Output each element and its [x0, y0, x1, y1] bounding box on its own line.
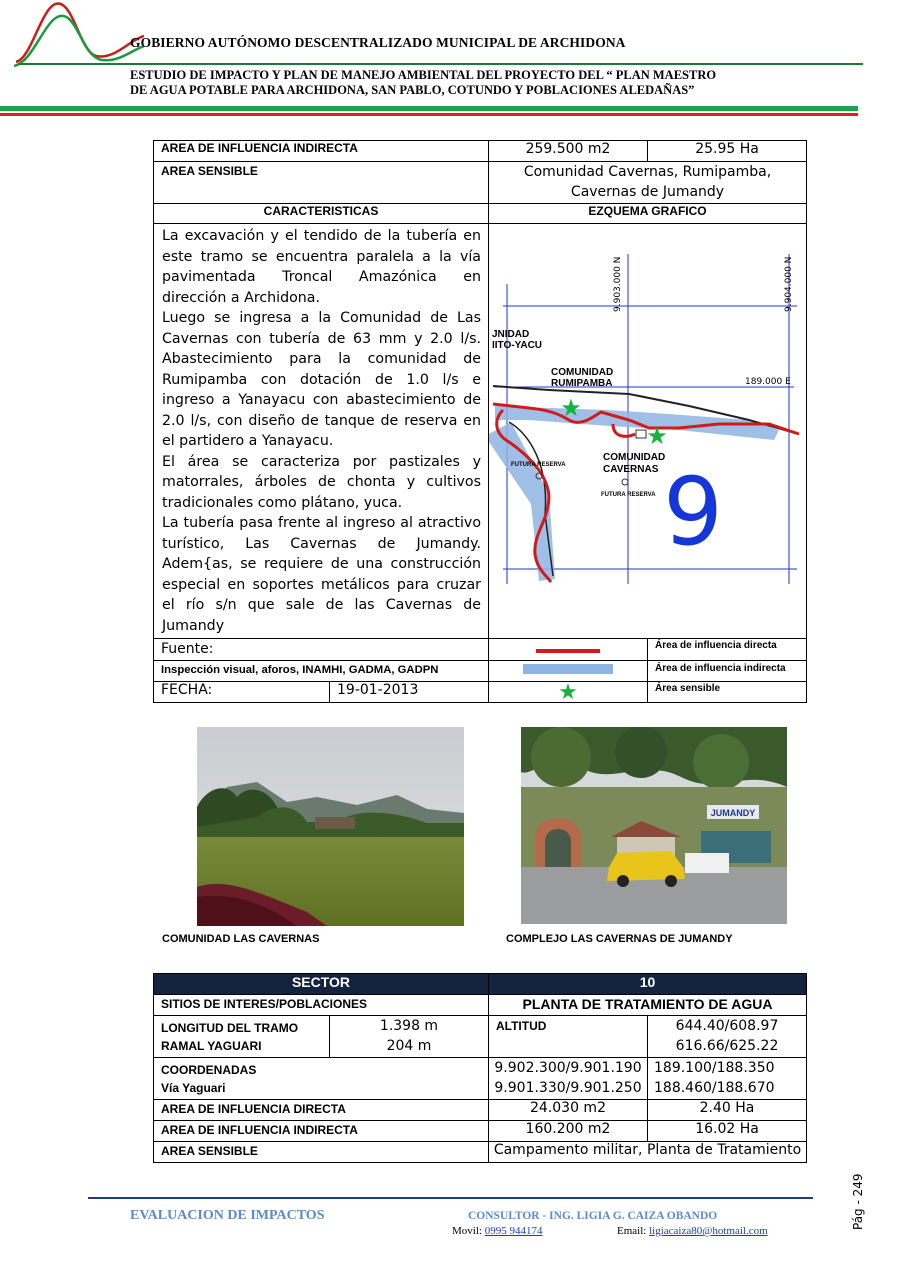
sites-value: PLANTA DE TRATAMIENTO DE AGUA	[489, 995, 807, 1016]
photo-complejo-jumandy	[521, 727, 787, 924]
sensitive-area-star: ★	[646, 423, 668, 450]
date-label: FECHA:	[154, 682, 330, 703]
coordinates-label-line1: COORDENADAS	[161, 1063, 257, 1077]
page-number: Pág - 249	[851, 1173, 865, 1230]
features-paragraph: La excavación y el tendido de la tubería en este tramo se encuentra paralela a la vía pavimentada Troncal Amazónica en dirección a Archidona.	[162, 228, 482, 306]
sensitive-area-line1: Comunidad Cavernas, Rumipamba,	[523, 164, 772, 180]
photo-image	[197, 727, 464, 926]
header-title: GOBIERNO AUTÓNOMO DESCENTRALIZADO MUNICIPAL DE ARCHIDONA	[130, 35, 626, 50]
footer-email	[617, 1225, 768, 1237]
sensitive-area-star: ★	[560, 395, 582, 422]
star-icon: ★	[558, 679, 578, 704]
north-coordinate-label: 9.904.000 N	[784, 256, 795, 312]
legend-sensitive-label: Área sensible	[648, 682, 807, 703]
community-label: COMUNIDAD	[603, 452, 666, 463]
phone-link[interactable]: 0995 944174	[484, 1225, 543, 1237]
legend-indirect-swatch	[523, 664, 613, 674]
legend-direct-swatch-cell	[489, 639, 648, 661]
coordinates-north-line2: 9.901.330/9.901.250	[494, 1080, 642, 1096]
indirect-area-m2: 160.200 m2	[489, 1121, 648, 1142]
length-value	[330, 1016, 489, 1058]
legend-sensitive-swatch-cell	[489, 679, 648, 704]
coordinates-east	[648, 1058, 807, 1100]
direct-area-m2: 24.030 m2	[489, 1100, 648, 1121]
photo-comunidad-cavernas	[197, 727, 464, 926]
municipality-logo	[14, 0, 144, 72]
coordinates-label	[154, 1058, 489, 1100]
header-subtitle	[130, 68, 810, 98]
sensitive-area-value	[489, 162, 807, 204]
caption-right: COMPLEJO LAS CAVERNAS DE JUMANDY	[506, 933, 733, 945]
footer-section-title: EVALUACION DE IMPACTOS	[130, 1208, 325, 1223]
sector-label: SECTOR	[154, 974, 489, 995]
indirect-area-m2: 259.500 m2	[489, 141, 648, 162]
altitude-label: ALTITUD	[489, 1016, 648, 1058]
direct-area-label: AREA DE INFLUENCIA DIRECTA	[154, 1100, 489, 1121]
sensitive-area-line2: Cavernas de Jumandy	[570, 184, 725, 200]
community-label: CAVERNAS	[603, 464, 659, 475]
altitude-value	[648, 1016, 807, 1058]
jumandy-sign: JUMANDY	[710, 808, 756, 818]
community-label: JNIDAD	[492, 329, 530, 340]
features-text	[154, 224, 489, 639]
legend-indirect-label: Área de influencia indirecta	[648, 661, 807, 682]
header-subtitle-line1: ESTUDIO DE IMPACTO Y PLAN DE MANEJO AMBIENTAL DEL PROYECTO DEL “ PLAN MAESTRO	[130, 68, 717, 82]
altitude-value-line2: 616.66/625.22	[675, 1038, 779, 1054]
community-label: IITO-YACU	[492, 340, 543, 351]
features-header: CARACTERISTICAS	[154, 204, 489, 224]
north-coordinate-label: 9.903.000 N	[613, 256, 624, 312]
indirect-area-ha: 25.95 Ha	[648, 141, 807, 162]
footer-divider	[88, 1197, 813, 1199]
features-paragraph: El área se caracteriza por pastizales y matorrales, árboles de chonta y cultivos tradicionales como plátano, yuca.	[162, 453, 482, 511]
coordinates-east-line2: 188.460/188.670	[654, 1080, 775, 1096]
sensitive-area-label: AREA SENSIBLE	[154, 1142, 489, 1163]
sector10-table	[153, 973, 807, 1163]
footer-phone	[452, 1225, 542, 1237]
email-link[interactable]: ligiacaiza80@hotmail.com	[649, 1225, 768, 1237]
coordinates-north	[489, 1058, 648, 1100]
sector-number-value: 10	[489, 974, 807, 995]
features-paragraph: La tubería pasa frente al ingreso al atractivo turístico, Las Cavernas de Jumandy. Adem{as, se requiere de una construcción especial en soportes metálicos para cruzar el río s/n que sale de las Cavernas de Jumandy	[162, 515, 482, 634]
indirect-area-label: AREA DE INFLUENCIA INDIRECTA	[154, 1121, 489, 1142]
length-value-line2: 204 m	[386, 1038, 432, 1054]
direct-area-ha: 2.40 Ha	[648, 1100, 807, 1121]
sector-number: 9	[663, 458, 723, 567]
sensitive-area-label: AREA SENSIBLE	[154, 162, 489, 204]
length-value-line1: 1.398 m	[379, 1018, 439, 1034]
scheme-map-cell	[489, 224, 807, 639]
legend-direct-label: Área de influencia directa	[648, 639, 807, 661]
tank-marker	[636, 430, 646, 438]
header-band-red	[0, 113, 858, 116]
sector9-table	[153, 140, 807, 703]
route-map	[489, 224, 805, 633]
source-value: Inspección visual, aforos, INAMHI, GADMA, GADPN	[154, 661, 489, 682]
photo-image	[521, 727, 787, 924]
indirect-area-ha: 16.02 Ha	[648, 1121, 807, 1142]
length-label-line1: LONGITUD DEL TRAMO	[161, 1021, 299, 1035]
east-coordinate-label: 189.000 E	[745, 377, 791, 387]
community-label: RUMIPAMBA	[551, 378, 613, 389]
coordinates-north-line1: 9.902.300/9.901.190	[494, 1060, 642, 1076]
header-subtitle-line2: DE AGUA POTABLE PARA ARCHIDONA, SAN PABLO, COTUNDO Y POBLACIONES ALEDAÑAS”	[130, 83, 695, 97]
scheme-header: EZQUEMA GRAFICO	[489, 204, 807, 224]
indirect-area-label: AREA DE INFLUENCIA INDIRECTA	[154, 141, 489, 162]
reserve-label: FUTURA RESERVA	[511, 462, 566, 468]
email-label: Email:	[617, 1225, 650, 1237]
coordinates-east-line1: 189.100/188.350	[654, 1060, 775, 1076]
reserve-marker	[622, 479, 628, 485]
features-paragraph: Luego se ingresa a la Comunidad de Las Cavernas con tubería de 63 mm y 2.0 l/s. Abastecimiento para la comunidad de Rumipamba con dotación de 1.0 l/s e ingreso a Yanayacu con abastecimiento de 2.0 l/s, con diseño de tanque de reserva en el partidero a Yanayacu.	[162, 310, 482, 449]
coordinates-label-line2: Vía Yaguari	[161, 1081, 226, 1095]
length-label-line2: RAMAL YAGUARI	[161, 1039, 262, 1053]
phone-label: Movil:	[452, 1225, 485, 1237]
footer-consultant: CONSULTOR - ING. LIGIA G. CAIZA OBANDO	[468, 1210, 718, 1222]
date-value: 19-01-2013	[330, 682, 489, 703]
caption-left: COMUNIDAD LAS CAVERNAS	[162, 933, 320, 945]
length-label	[154, 1016, 330, 1058]
reserve-label: FUTURA RESERVA	[601, 492, 656, 498]
sensitive-area-value: Campamento militar, Planta de Tratamiento	[489, 1142, 807, 1163]
header-divider	[18, 63, 863, 65]
sites-label: SITIOS DE INTERES/POBLACIONES	[154, 995, 489, 1016]
legend-direct-swatch	[536, 649, 600, 653]
altitude-value-line1: 644.40/608.97	[675, 1018, 779, 1034]
source-label: Fuente:	[154, 639, 489, 661]
community-label: COMUNIDAD	[551, 367, 614, 378]
header-band-green	[0, 106, 858, 111]
